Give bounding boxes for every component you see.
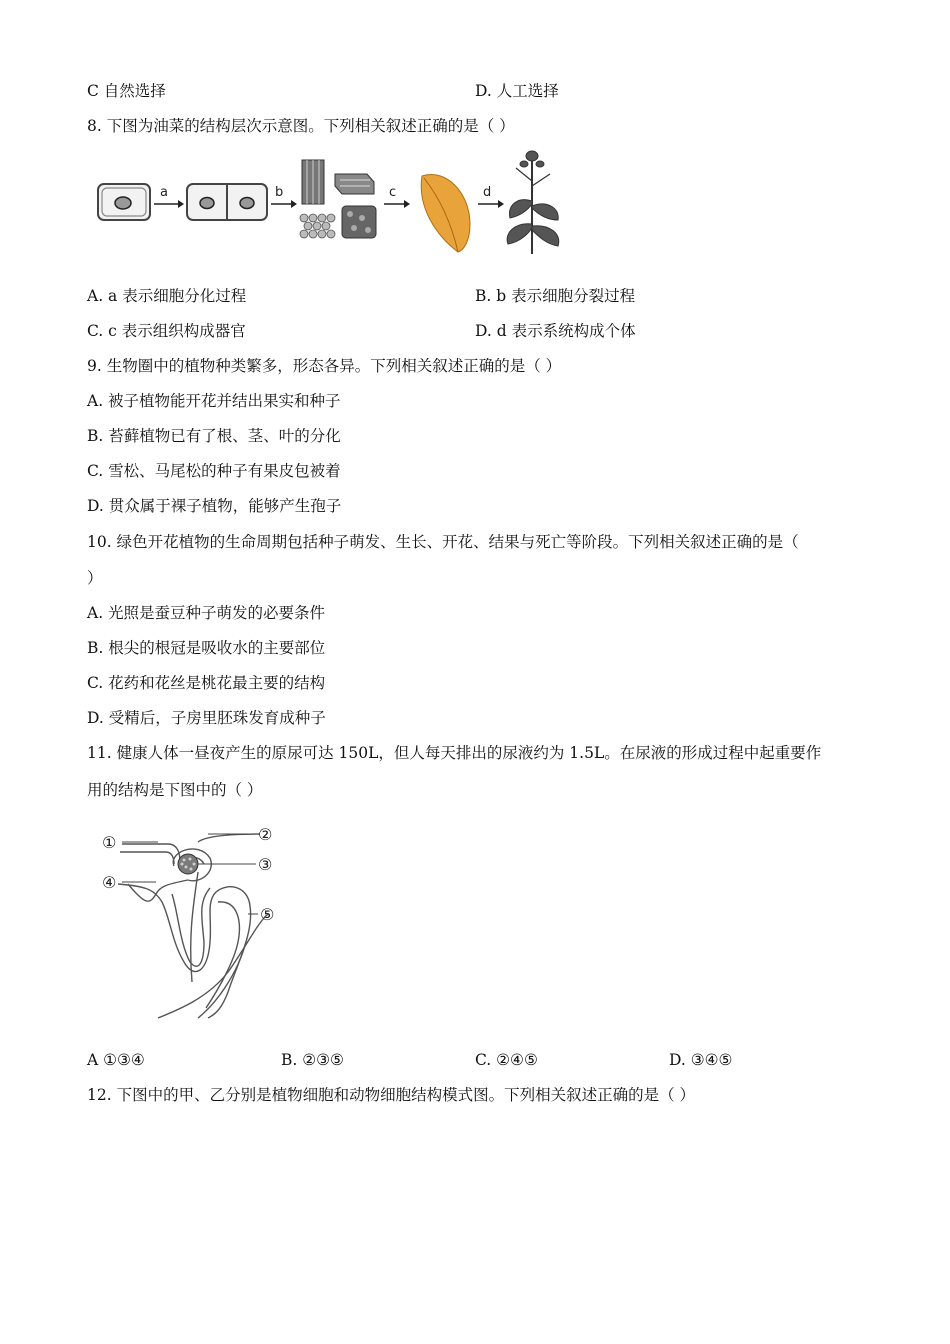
- leaf-figure: [421, 175, 470, 252]
- nephron-label-4: ④: [102, 873, 117, 892]
- q10-stem-line2: ）: [87, 569, 103, 587]
- tissues-figure: [300, 160, 376, 238]
- nephron-label-2: ②: [258, 825, 273, 844]
- arrow-label-d: d: [483, 185, 492, 200]
- q8-structure-levels-diagram: [92, 146, 572, 258]
- dividing-cells-figure: [187, 184, 267, 220]
- arrow-label-a: a: [160, 185, 168, 200]
- single-cell-figure: [98, 184, 150, 220]
- q9-option-d: D. 贯众属于裸子植物，能够产生孢子: [87, 497, 342, 515]
- q9-stem: 9. 生物圈中的植物种类繁多，形态各异。下列相关叙述正确的是（ ）: [87, 357, 562, 375]
- q8-option-b: B. b 表示细胞分裂过程: [475, 287, 636, 305]
- q11-nephron-diagram: [98, 822, 284, 1022]
- q7-option-d: D. 人工选择: [475, 82, 559, 100]
- q9-option-b: B. 苔藓植物已有了根、茎、叶的分化: [87, 427, 341, 445]
- nephron-label-1: ①: [102, 833, 117, 852]
- q10-option-c: C. 花药和花丝是桃花最主要的结构: [87, 674, 326, 692]
- q10-option-a: A. 光照是蚕豆种子萌发的必要条件: [87, 604, 326, 622]
- q9-option-c: C. 雪松、马尾松的种子有果皮包被着: [87, 462, 341, 480]
- q12-stem: 12. 下图中的甲、乙分别是植物细胞和动物细胞结构模式图。下列相关叙述正确的是（ ）: [87, 1086, 696, 1104]
- q11-option-c: C. ②④⑤: [475, 1051, 538, 1069]
- arrow-label-c: c: [389, 185, 397, 200]
- q7-option-c: C 自然选择: [87, 82, 166, 100]
- q11-stem-line1: 11. 健康人体一昼夜产生的原尿可达 150L，但人每天排出的尿液约为 1.5L。在尿液的形成过程中起重要作: [87, 744, 822, 762]
- q8-option-d: D. d 表示系统构成个体: [475, 322, 636, 340]
- q10-option-d: D. 受精后，子房里胚珠发育成种子: [87, 709, 326, 727]
- nephron-label-5: ⑤: [260, 905, 275, 924]
- q10-stem-line1: 10. 绿色开花植物的生命周期包括种子萌发、生长、开花、结果与死亡等阶段。下列相关叙述正确的是（: [87, 533, 799, 551]
- q10-option-b: B. 根尖的根冠是吸收水的主要部位: [87, 639, 326, 657]
- q8-stem: 8. 下图为油菜的结构层次示意图。下列相关叙述正确的是（ ）: [87, 117, 515, 135]
- q8-option-c: C. c 表示组织构成器官: [87, 322, 246, 340]
- rapeseed-plant-figure: [507, 151, 559, 254]
- q11-stem-line2: 用的结构是下图中的（ ）: [87, 781, 263, 799]
- nephron-label-3: ③: [258, 855, 273, 874]
- arrow-label-b: b: [275, 185, 284, 200]
- q11-option-d: D. ③④⑤: [669, 1051, 733, 1069]
- q8-option-a: A. a 表示细胞分化过程: [87, 287, 247, 305]
- q11-option-a: A ①③④: [87, 1051, 145, 1069]
- q11-option-b: B. ②③⑤: [281, 1051, 344, 1069]
- q9-option-a: A. 被子植物能开花并结出果实和种子: [87, 392, 341, 410]
